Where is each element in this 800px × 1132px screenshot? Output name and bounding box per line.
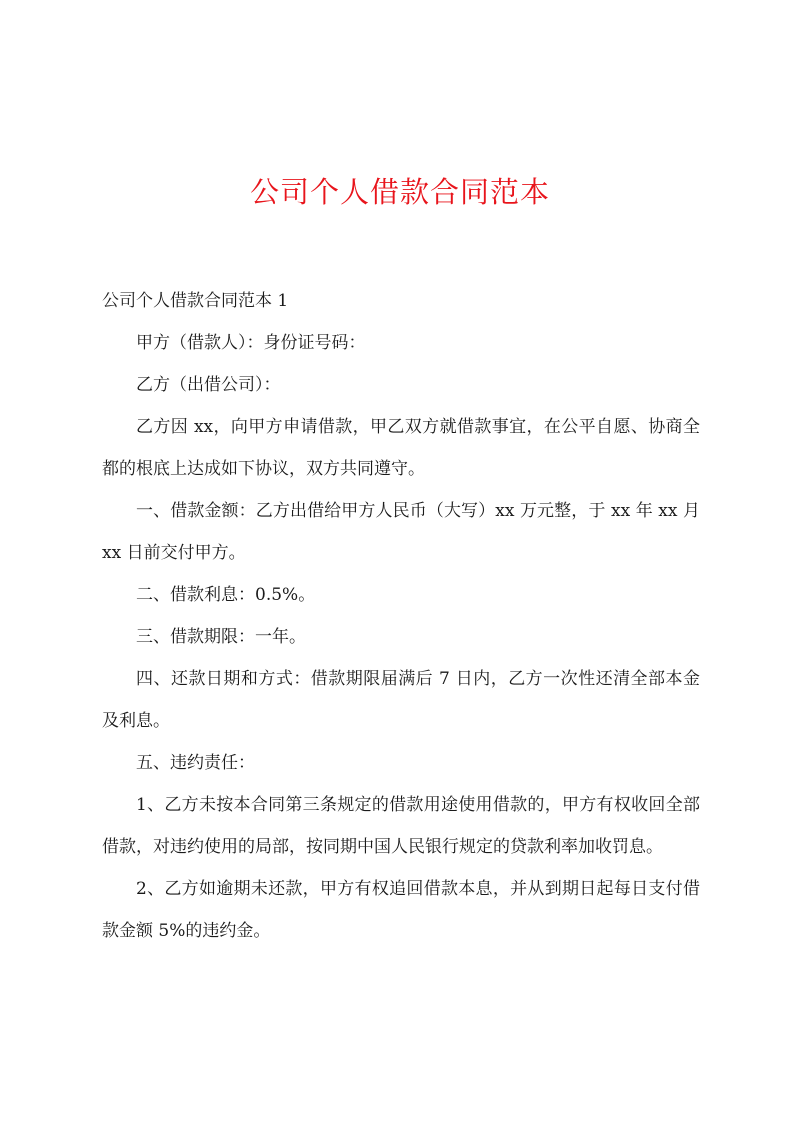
liability-item-1: 1、乙方未按本合同第三条规定的借款用途使用借款的，甲方有权收回全部借款，对违约使用的局部，按同期中国人民银行规定的贷款利率加收罚息。 [102, 795, 700, 857]
clause-amount: 一、借款金额：乙方出借给甲方人民币（大写）xx 万元整，于 xx 年 xx 月 xx 日前交付甲方。 [102, 501, 700, 563]
document-title: 公司个人借款合同范本 [249, 175, 550, 209]
party-b-line: 乙方（出借公司）： [136, 375, 281, 395]
clause-liability-heading: 五、违约责任： [136, 753, 255, 773]
clause-repayment: 四、还款日期和方式：借款期限届满后 7 日内，乙方一次性还清全部本金及利息。 [102, 669, 700, 731]
preamble-paragraph: 乙方因 xx，向甲方申请借款，甲乙双方就借款事宜，在公平自愿、协商全都的根底上达成如下协议，双方共同遵守。 [102, 417, 700, 479]
section-heading: 公司个人借款合同范本 1 [102, 291, 289, 311]
clause-term: 三、借款期限：一年。 [136, 627, 306, 647]
document-body [102, 280, 700, 952]
party-a-line: 甲方（借款人）：身份证号码： [136, 333, 366, 353]
clause-interest: 二、借款利息：0.5%。 [136, 585, 316, 605]
liability-item-2: 2、乙方如逾期未还款，甲方有权追回借款本息，并从到期日起每日支付借款金额 5%的违约金。 [102, 879, 700, 941]
